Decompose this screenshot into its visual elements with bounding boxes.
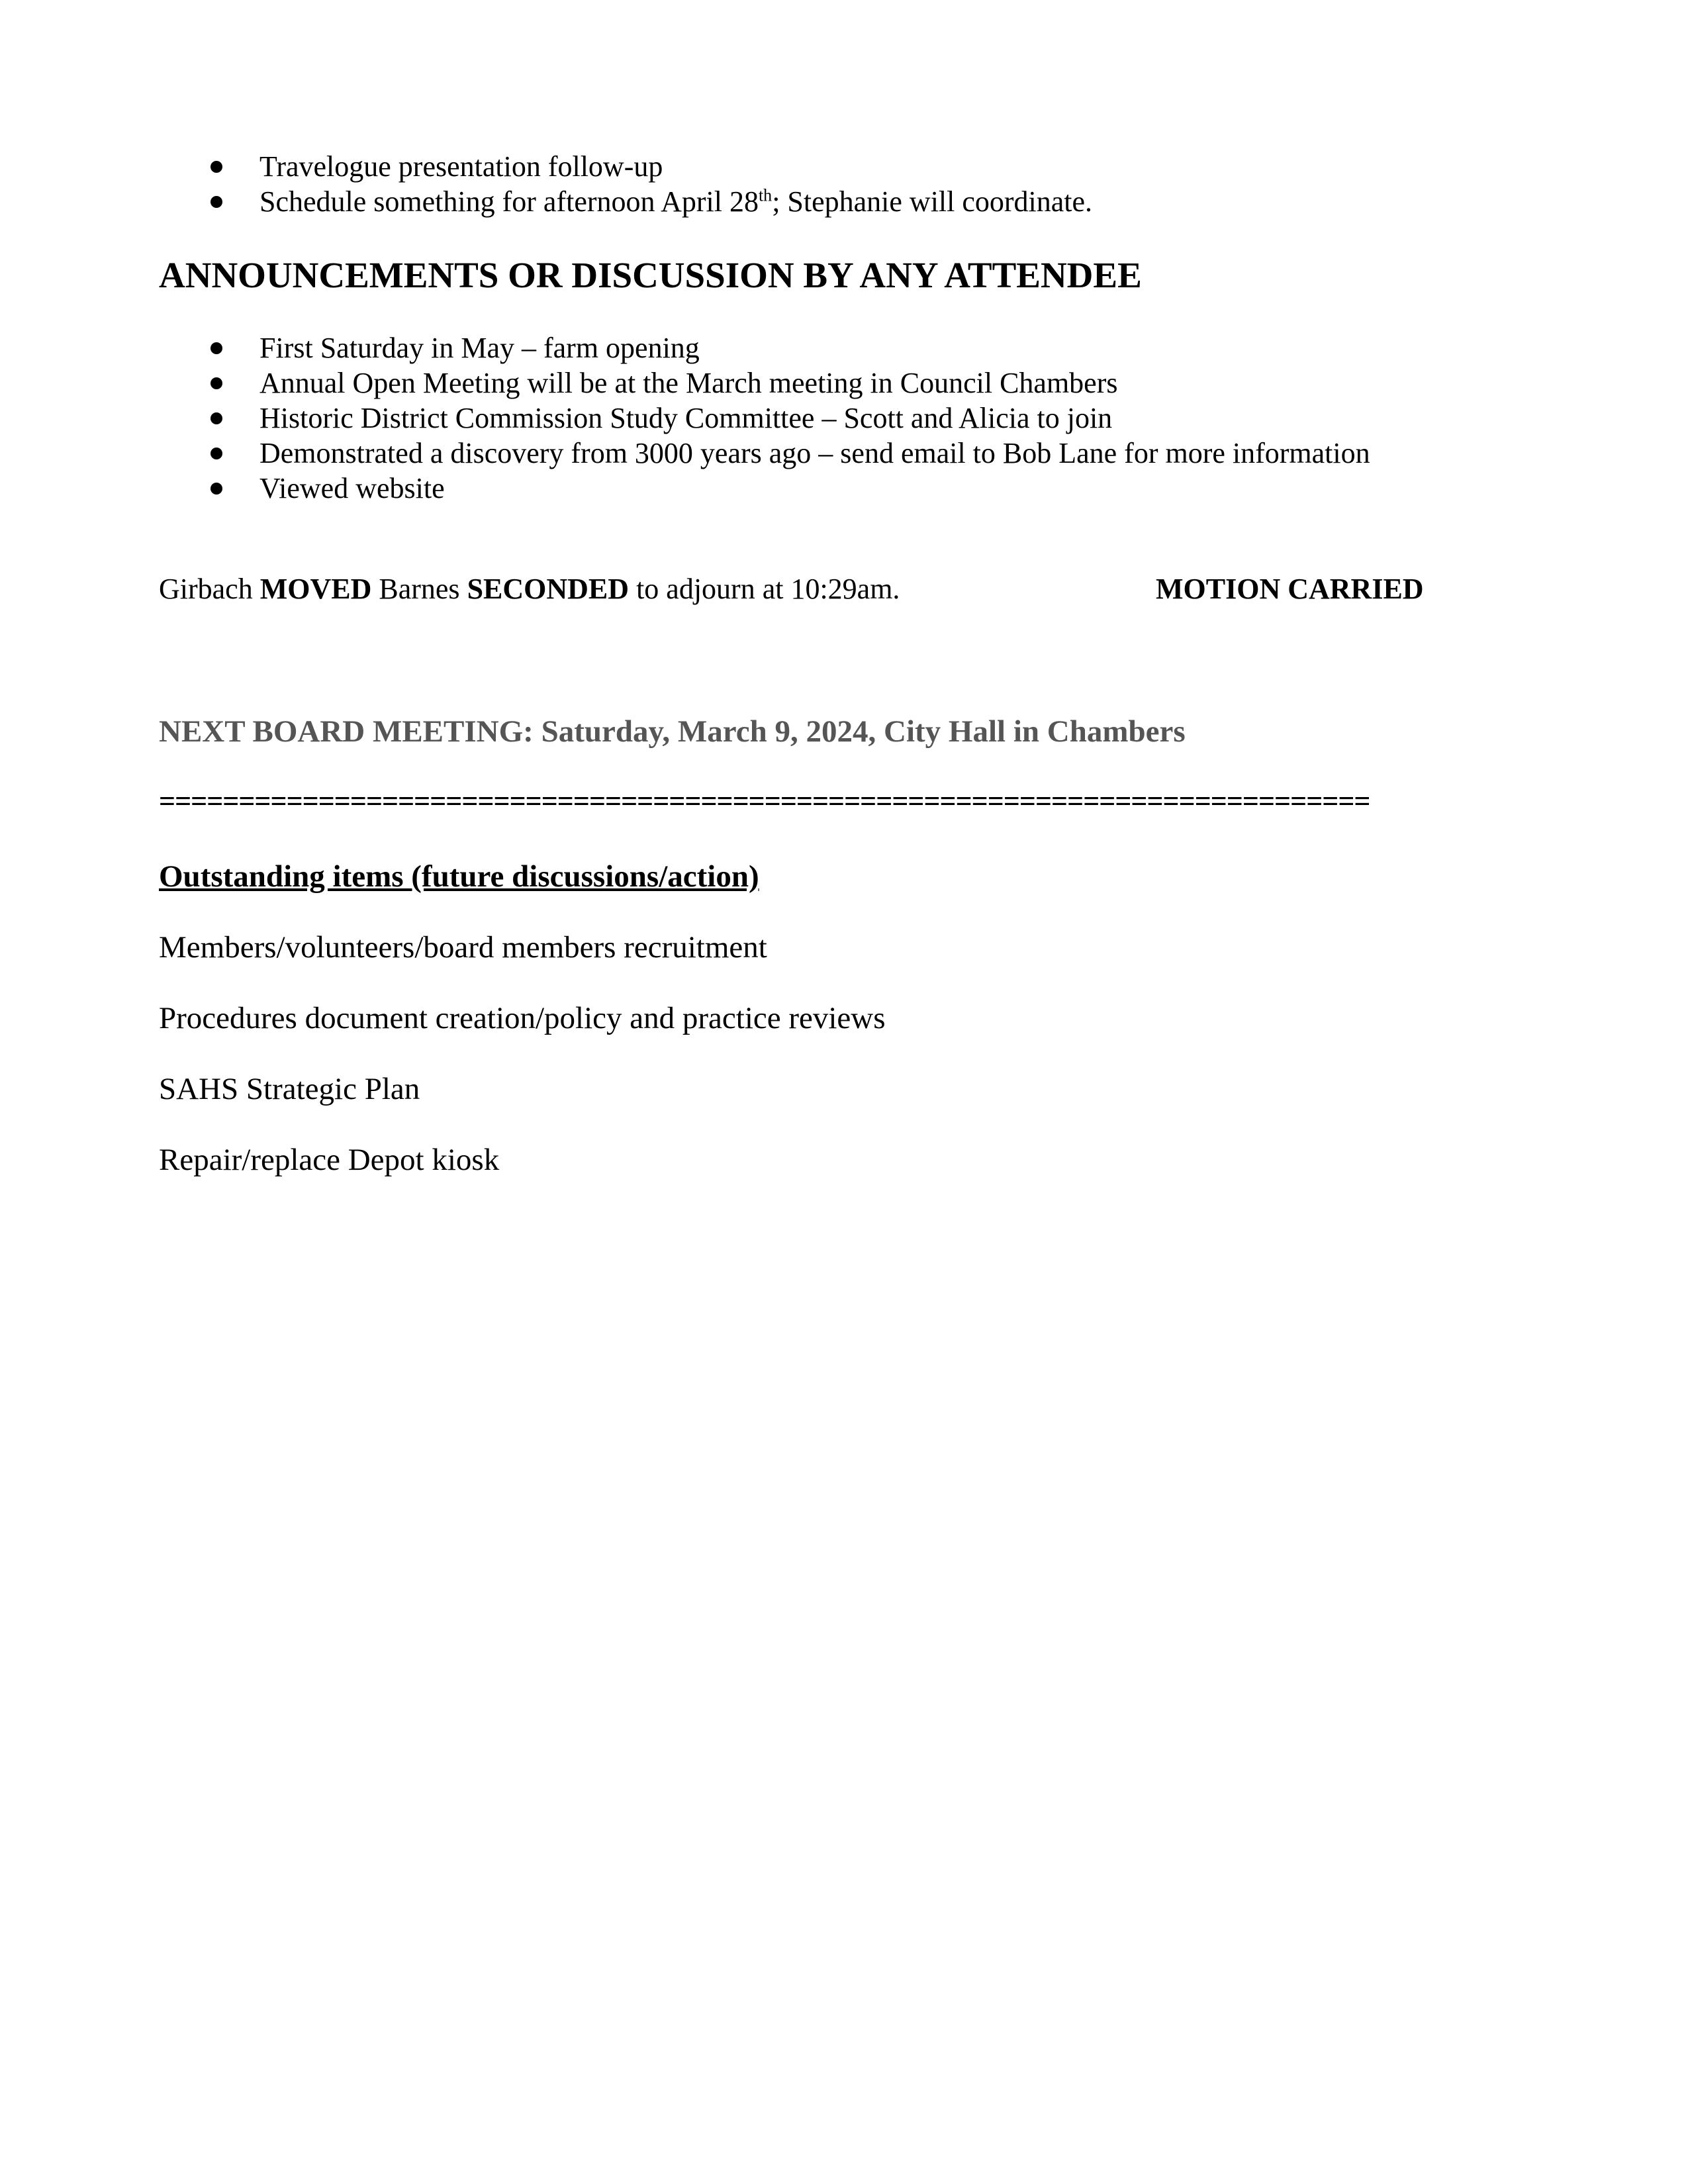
motion-moved-label: MOVED xyxy=(259,573,372,605)
bullet-icon xyxy=(211,377,222,389)
motion-mover: Girbach xyxy=(159,573,253,605)
list-item xyxy=(159,330,1370,365)
bullet-icon xyxy=(211,483,222,495)
section-divider: ============================================================================ xyxy=(159,785,1370,815)
outstanding-items-title: Outstanding items (future discussions/action) xyxy=(159,859,759,894)
list-item xyxy=(159,401,1370,436)
list-item-text: Travelogue presentation follow-up xyxy=(259,150,663,183)
adjourn-motion xyxy=(159,572,900,606)
list-item-text-end: ; Stephanie will coordinate. xyxy=(772,185,1093,218)
motion-seconder: Barnes xyxy=(379,573,460,605)
bullet-icon xyxy=(211,342,222,354)
motion-action: to adjourn at 10:29am. xyxy=(636,573,900,605)
bullet-icon xyxy=(211,161,222,173)
list-item-text: Viewed website xyxy=(259,472,445,504)
list-item-text: Historic District Commission Study Committee – Scott and Alicia to join xyxy=(259,402,1113,434)
ordinal-superscript: th xyxy=(758,185,773,205)
list-item-text xyxy=(259,185,1092,218)
list-item xyxy=(159,436,1370,471)
list-item xyxy=(159,365,1370,401)
motion-result: MOTION CARRIED xyxy=(1156,573,1424,605)
outstanding-item: Members/volunteers/board members recruitment xyxy=(159,930,767,965)
outstanding-item: SAHS Strategic Plan xyxy=(159,1072,420,1106)
announcements-heading: ANNOUNCEMENTS OR DISCUSSION BY ANY ATTENDEE xyxy=(159,255,1142,295)
bullet-icon xyxy=(211,412,222,424)
list-item-text-start: Schedule something for afternoon April 28 xyxy=(259,185,759,218)
list-item-text: Demonstrated a discovery from 3000 years ago – send email to Bob Lane for more information xyxy=(259,437,1370,469)
next-meeting-notice: NEXT BOARD MEETING: Saturday, March 9, 2024, City Hall in Chambers xyxy=(159,714,1186,749)
list-item xyxy=(159,184,1092,219)
bullet-icon xyxy=(211,196,222,208)
outstanding-item: Repair/replace Depot kiosk xyxy=(159,1143,500,1177)
list-item xyxy=(159,149,1092,184)
top-bullet-list xyxy=(159,149,1092,219)
outstanding-item: Procedures document creation/policy and practice reviews xyxy=(159,1001,886,1035)
announcements-list xyxy=(159,330,1370,506)
motion-seconded-label: SECONDED xyxy=(467,573,630,605)
list-item-text: Annual Open Meeting will be at the March meeting in Council Chambers xyxy=(259,367,1118,399)
list-item-text: First Saturday in May – farm opening xyxy=(259,332,700,364)
list-item xyxy=(159,471,1370,506)
bullet-icon xyxy=(211,448,222,459)
